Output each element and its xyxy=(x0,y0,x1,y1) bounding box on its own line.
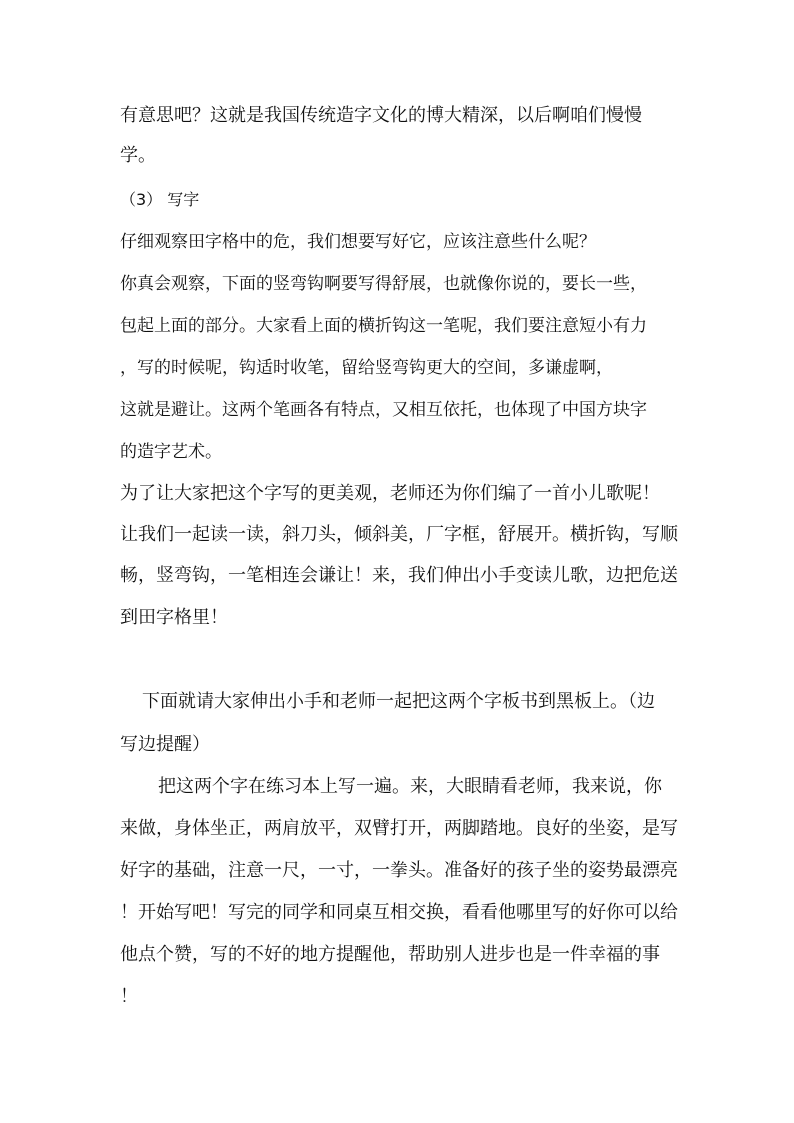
text-line-4: 仔细观察田字格中的危，我们想要写好它，应该注意些什么呢？ xyxy=(120,232,596,252)
text-line-21: ！ xyxy=(120,986,138,1007)
text-line-19: ！开始写吧！写完的同学和同桌互相交换，看看他哪里写的好你可以给 xyxy=(120,902,678,923)
text-line-12: 畅，竖弯钩，一笔相连会谦让！来，我们伸出小手变读儿歌，边把危送 xyxy=(120,565,678,586)
text-line-17: 来做，身体坐正，两肩放平，双臂打开，两脚踏地。良好的坐姿，是写 xyxy=(120,818,678,839)
text-line-2: 学。 xyxy=(120,145,156,166)
text-line-18: 好字的基础，注意一尺，一寸，一拳头。准备好的孩子坐的姿势最漂亮 xyxy=(120,860,678,881)
text-line-5: 你真会观察，下面的竖弯钩啊要写得舒展，也就像你说的，要长一些， xyxy=(120,274,647,294)
text-line-14: 下面就请大家伸出小手和老师一起把这两个字板书到黑板上。（边 xyxy=(142,691,655,712)
text-line-7: ，写的时候呢，钩适时收笔，留给竖弯钩更大的空间，多谦虚啊， xyxy=(120,358,613,378)
text-line-16: 把这两个字在练习本上写一遍。来，大眼睛看老师，我来说，你 xyxy=(158,776,662,797)
text-line-11: 让我们一起读一读，斜刀头，倾斜美，厂字框，舒展开。横折钩，写顺 xyxy=(120,524,678,545)
text-line-1: 有意思吧？这就是我国传统造字文化的博大精深，以后啊咱们慢慢 xyxy=(120,105,642,126)
section-heading: （3） 写字 xyxy=(120,190,200,209)
text-line-10: 为了让大家把这个字写的更美观，老师还为你们编了一首小儿歌呢！ xyxy=(120,483,660,504)
text-line-13: 到田字格里！ xyxy=(120,607,228,628)
text-line-8: 这就是避让。这两个笔画各有特点，又相互依托，也体现了中国方块字 xyxy=(120,400,647,420)
text-line-9: 的造字艺术。 xyxy=(120,442,222,462)
text-line-15: 写边提醒） xyxy=(120,734,210,755)
text-line-20: 他点个赞，写的不好的地方提醒他，帮助别人进步也是一件幸福的事 xyxy=(120,944,660,965)
text-line-6: 包起上面的部分。大家看上面的横折钩这一笔呢，我们要注意短小有力 xyxy=(120,316,647,336)
